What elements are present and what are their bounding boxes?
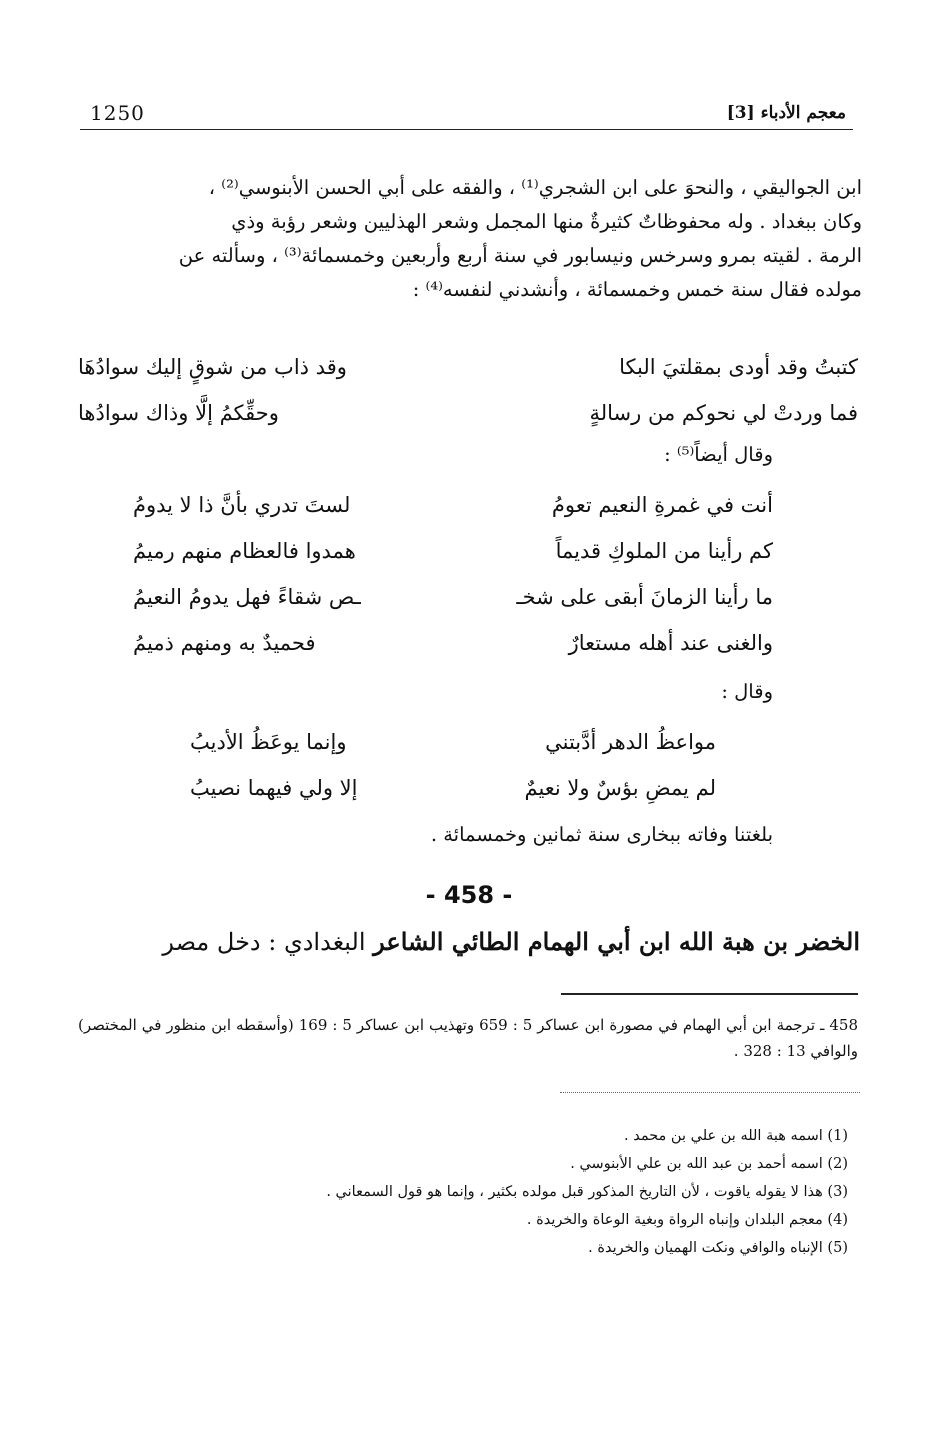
verse-second-hemistich: وإنما يوعَظُ الأديبُ — [190, 730, 347, 754]
verse-line — [133, 528, 773, 574]
verse-line — [78, 390, 858, 436]
header-rule — [80, 129, 853, 130]
poem-1 — [78, 344, 858, 436]
verse-intro: وقال أيضاً⁽⁵⁾ : — [664, 443, 773, 466]
closing-line: بلغتنا وفاته ببخارى سنة ثمانين وخمسمائة . — [430, 823, 773, 846]
dotted-separator — [560, 1092, 860, 1093]
footnote: (2) اسمه أحمد بن عبد الله بن علي الأبنوسي . — [570, 1156, 848, 1172]
footnote: (1) اسمه هبة الله بن علي بن محمد . — [623, 1128, 848, 1144]
paragraph-line: الرمة . لقيته بمرو وسرخس ونيسابور في سنة أربع وأربعين وخمسمائة⁽³⁾ ، وسألته عن — [178, 244, 862, 267]
paragraph-line: مولده فقال سنة خمس وخمسمائة ، وأنشدني لنفسه⁽⁴⁾ : — [412, 278, 862, 301]
verse-intro: وقال : — [721, 680, 773, 703]
verse-first-hemistich: والغنى عند أهله مستعارٌ — [568, 631, 773, 655]
verse-second-hemistich: فحميدٌ به ومنهم ذميمُ — [133, 631, 316, 655]
verse-second-hemistich: وحقِّكمُ إلَّا وذاك سوادُها — [78, 401, 279, 425]
verse-second-hemistich: ـص شقاءً فهل يدومُ النعيمُ — [133, 585, 361, 609]
entry-heading — [162, 927, 860, 956]
verse-first-hemistich: كم رأينا من الملوكِ قديماً — [555, 539, 773, 563]
verse-second-hemistich: وقد ذاب من شوقٍ إليك سوادُهَا — [78, 355, 347, 379]
verse-second-hemistich: لستَ تدري بأنَّ ذا لا يدومُ — [133, 493, 351, 517]
verse-first-hemistich: لم يمضِ بؤسٌ ولا نعيمٌ — [524, 776, 716, 800]
verse-line — [78, 344, 858, 390]
verse-line — [190, 765, 716, 811]
verse-second-hemistich: همدوا فالعظام منهم رميمُ — [133, 539, 356, 563]
footnote: (4) معجم البلدان وإنباه الرواة وبغية الوعاة والخريدة . — [526, 1212, 848, 1228]
paragraph-line: ابن الجواليقي ، والنحوَ على ابن الشجري⁽¹⁾ ، والفقه على أبي الحسن الأبنوسي⁽²⁾ ، — [208, 176, 862, 199]
verse-line — [190, 719, 716, 765]
footnote: (5) الإنباه والوافي ونكت الهميان والخريدة . — [588, 1240, 848, 1256]
verse-first-hemistich: أنت في غمرةِ النعيم تعومُ — [551, 493, 773, 517]
paragraph-line: وكان ببغداد . وله محفوظاتٌ كثيرةٌ منها المجمل وشعر الهذليين وشعر رؤبة وذي — [231, 210, 862, 233]
poem-3 — [190, 719, 716, 811]
body-paragraph — [82, 171, 862, 307]
footnote-rule — [561, 993, 858, 995]
verse-first-hemistich: فما وردتْ لي نحوكم من رسالةٍ — [589, 401, 858, 425]
entry-number: - 458 - — [425, 881, 513, 909]
verse-first-hemistich: مواعظُ الدهر أدَّبتني — [545, 730, 716, 754]
footnotes — [326, 1122, 848, 1262]
page-number: 1250 — [90, 101, 145, 125]
poem-2 — [133, 482, 773, 666]
entry-name: الخضر بن هبة الله ابن أبي الهمام الطائي الشاعر — [373, 927, 860, 956]
verse-first-hemistich: كتبتُ وقد أودى بمقلتيَ البكا — [619, 355, 858, 379]
verse-line — [133, 620, 773, 666]
entry-heading-rest: البغدادي : دخل مصر — [162, 928, 374, 956]
footnote: (3) هذا لا يقوله ياقوت ، لأن التاريخ المذكور قبل مولده بكثير ، وإنما هو قول السمعاني . — [326, 1184, 848, 1200]
verse-line — [133, 482, 773, 528]
verse-first-hemistich: ما رأينا الزمانَ أبقى على شخـ — [516, 585, 773, 609]
verse-second-hemistich: إلا ولي فيهما نصيبُ — [190, 776, 358, 800]
verse-line — [133, 574, 773, 620]
source-note: 458 ـ ترجمة ابن أبي الهمام في مصورة ابن عساكر 5 : 659 وتهذيب ابن عساكر 5 : 169 (وأسقطه ابن منظور في المختصر) والوافي 13 : 328 . — [78, 1016, 859, 1060]
running-header-title: معجم الأدباء [3] — [726, 103, 846, 123]
